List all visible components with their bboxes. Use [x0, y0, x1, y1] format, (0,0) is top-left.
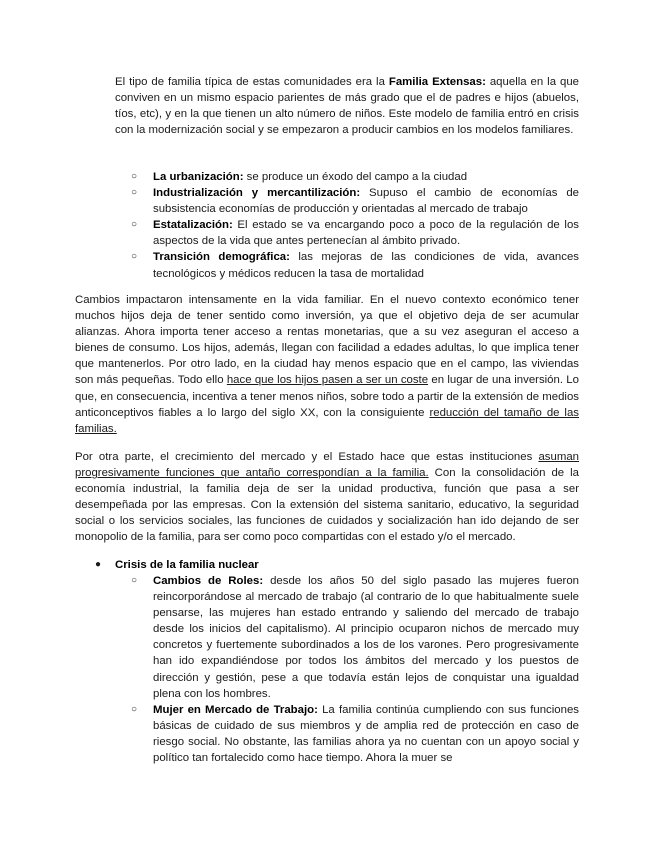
paragraph-impact	[75, 292, 579, 437]
list-item-text: La familia continúa cumpliendo con sus funciones básicas de cuidado de sus miembros y de amplia red de protección en caso de riesgo social. No obstante, las familias ahora ya no cuentan con un apoyo social y político tan fortalecido como hace tiempo. Ahora la muer se	[153, 703, 579, 765]
intro-text-continued: aquella en la que conviven en un mismo espacio parientes de más grado que el de padres e hijos (abuelos, tíos, etc), y en la que tienen un alto número de niños. Este modelo de familia entró en crisis con la modernización social y se empezaron a producir cambios en los modelos familiares.	[115, 76, 579, 137]
list-item-term: Transición demográfica:	[153, 251, 290, 264]
list-item	[131, 185, 579, 217]
list-item-text: desde los años 50 del siglo pasado las mujeres fueron reincorporándose al mercado de trabajo (al contrario de lo que habitualmente suele pensarse, las mujeres han estado entrando y saliendo del mercado de trabajo desde los inicios del capitalismo). Al principio ocuparon nichos de mercado muy concretos y fuertemente subordinados a los de los varones. Pero progresivamente han ido expandiéndose por todos los ámbitos del mercado y los puestos de dirección y gestión, pese a que todavía están lejos de conquistar una igualdad plena con los hombres.	[153, 575, 579, 700]
list-item-term: Industrialización y mercantilización:	[153, 187, 361, 200]
intro-bold-term: Familia Extensas:	[388, 76, 486, 88]
list-item-term: La urbanización:	[153, 171, 244, 183]
section-heading: Crisis de la familia nuclear	[115, 559, 259, 571]
filled-bullet-icon: ●	[95, 559, 102, 570]
hollow-bullet-icon: ○	[131, 703, 138, 715]
crisis-section	[95, 557, 579, 765]
list-item-text: El estado se va encargando poco a poco de la regulación de los aspectos de la vida que antes pertenecían al ámbito privado.	[153, 219, 579, 248]
hollow-bullet-icon: ○	[131, 251, 138, 263]
list-item-term: Mujer en Mercado de Trabajo:	[153, 703, 318, 716]
crisis-title	[95, 557, 579, 573]
paragraph-text: en lugar de una inversión. Lo que, en consecuencia, incentiva a tener menos niños, sobre todo a partir de la extensión de medios anticonceptivos fiables a lo largo del siglo XX, con la consiguiente	[75, 374, 579, 419]
underlined-phrase: hace que los hijos pasen a ser un coste	[226, 374, 429, 387]
hollow-bullet-icon: ○	[131, 575, 138, 586]
list-item-term: Cambios de Roles:	[153, 575, 264, 587]
list-item-text: Supuso el cambio de economías de subsistencia economías de producción y orientadas al mercado de trabajo	[153, 187, 579, 216]
list-item	[131, 249, 579, 281]
hollow-bullet-icon: ○	[131, 219, 138, 231]
intro-paragraph	[115, 74, 579, 138]
underlined-phrase: asuman progresivamente funciones que antaño correspondían a la familia.	[75, 451, 579, 480]
list-item-term: Estatalización:	[153, 219, 233, 232]
hollow-bullet-icon: ○	[131, 187, 138, 199]
changes-list	[131, 169, 579, 282]
list-item-text: las mejoras de las condiciones de vida, avances tecnológicos y médicos reducen la tasa de mortalidad	[153, 251, 579, 280]
paragraph-text: Cambios impactaron intensamente en la vida familiar. En el nuevo contexto económico tener muchos hijos deja de tener sentido como inversión, ya que el objetivo deja de ser acumular alianzas. Ahora importa tener acceso a rentas monetarias, que a su vez aseguran el acceso a bienes de consumo. Los hijos, además, llegan con facilidad a edades adultas, lo que implica tener que mantenerlos. Por otro lado, en la ciudad hay menos espacio que en el campo, las viviendas son más pequeñas. Todo ello	[75, 294, 579, 387]
list-item	[131, 169, 579, 185]
list-item-text: se produce un éxodo del campo a la ciudad	[243, 171, 468, 183]
list-item	[131, 702, 579, 766]
paragraph-text: Con la consolidación de la economía industrial, la familia deja de ser la unidad productiva, función que pasa a ser desempeñada por las empresas. Con la extensión del sistema sanitario, educativo, la seguridad social o los servicios sociales, las funciones de cuidados y socialización han ido dejando de ser monopolio de la familia, para ser como poco compartidas con el estado y/o el mercado.	[75, 467, 579, 544]
intro-text: El tipo de familia típica de estas comunidades era la	[115, 76, 389, 88]
paragraph-text: Por otra parte, el crecimiento del mercado y el Estado hace que estas instituciones	[75, 451, 539, 463]
list-item	[131, 217, 579, 249]
list-item	[131, 573, 579, 702]
paragraph-market-state	[75, 449, 579, 546]
hollow-bullet-icon: ○	[131, 171, 138, 182]
underlined-phrase: reducción del tamaño de las familias.	[75, 406, 579, 435]
crisis-items-list	[131, 573, 579, 766]
